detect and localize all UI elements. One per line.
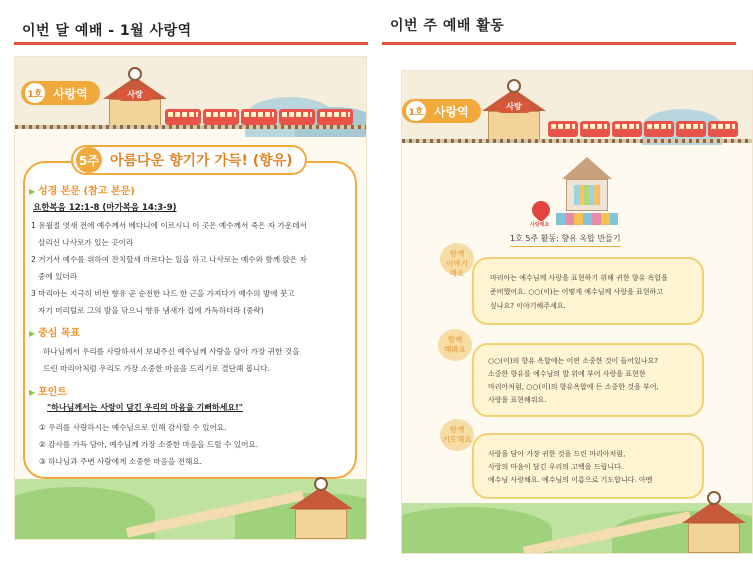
church-illustration [289, 487, 353, 540]
scripture-reference: 요한복음 12:1-8 (마가복음 14:3-9) [33, 203, 177, 213]
theme-label: 사랑역 [434, 104, 469, 119]
theme-number: 1호 [25, 83, 45, 103]
activity-line: 마리아처럼, ○○(이)의 향유옥합에 든 소중한 것을 부어, [488, 383, 659, 391]
point-item: ① 우리를 사랑하시는 예수님으로 인해 감사할 수 있어요. [39, 423, 227, 432]
activity-title: 1호 5주 활동: 향유 옥합 만들기 [510, 233, 621, 247]
scripture-line: 자기 머리털로 그의 발을 닦으니 향유 냄새가 집에 가득하더라 (중략) [38, 306, 264, 315]
activity-line: 마리아는 예수님께 사랑을 표현하기 위해 귀한 향유 옥합을 [490, 274, 668, 282]
clock-icon [128, 67, 142, 81]
right-section-title: 이번 주 예배 활동 [390, 18, 505, 34]
points-heading: ▶ 포인트 [29, 383, 67, 398]
points-motto: "하나님께서는 사랑이 담긴 우리의 마음을 기뻐하세요!" [47, 403, 243, 412]
left-section-rule [14, 42, 368, 45]
church-illustration [103, 77, 167, 131]
left-section-title: 이번 달 예배 - 1월 사랑역 [22, 23, 192, 39]
scripture-line: 살리신 나사로가 있는 곳이라 [38, 238, 134, 247]
point-item: ③ 하나님과 주변 사람에게 소중한 마음을 전해요. [39, 457, 203, 466]
theme-badge [402, 99, 481, 123]
point-item: ② 감사를 가득 담아, 예수님께 가장 소중한 마음을 드릴 수 있어요. [39, 440, 259, 449]
rail-track [15, 125, 366, 129]
goal-line: 드린 마리아처럼 우리도 가장 소중한 마음을 드리기로 결단해 봅니다. [43, 364, 271, 373]
right-section-rule [382, 42, 736, 45]
goal-line: 하나님께서 우리를 사랑하셔서 보내주신 예수님께 사랑을 담아 가장 귀한 것을 [43, 347, 300, 356]
scripture-heading: ▶ 성경 본문 (참고 본문) [29, 182, 135, 197]
left-card [14, 56, 367, 540]
activity-line: 준비했어요. ○○(이)는 어떻게 예수님께 사랑을 표현하고 [490, 288, 664, 296]
heart-label: 사랑해요 [530, 222, 550, 228]
goal-heading: ▶ 중심 목표 [29, 324, 80, 339]
train-illustration [548, 121, 738, 137]
theme-badge [21, 81, 100, 105]
activity-bubble [472, 343, 704, 417]
scripture-line: 3 마리아는 지극히 비싼 향유 곧 순전한 나드 한 근을 가져다가 예수의 발에 붓고 [31, 289, 295, 298]
activity-line: 소중한 향유를 예수님의 발 위에 부어 사랑을 표현한 [488, 370, 646, 378]
scripture-line: 1 유월절 엿새 전에 예수께서 베다니에 이르시니 이 곳은 예수께서 죽은 자 가운데서 [31, 221, 307, 230]
church-sign: 사랑 [496, 101, 532, 113]
lesson-title-banner [71, 145, 307, 175]
lesson-week: 5주 [76, 147, 102, 173]
activity-tag: 함께 기도해요 [440, 419, 474, 451]
clock-icon [707, 491, 721, 505]
activity-tag: 함께 해봐요 [438, 329, 472, 361]
scripture-line: 2 거기서 예수를 위하여 잔치할새 마르다는 일을 하고 나사로는 예수와 함께 앉은 자 [31, 255, 307, 264]
lesson-title: 아름다운 향기가 가득! (향유) [110, 153, 293, 169]
rail-track [402, 139, 752, 143]
perfume-box-craft-illustration [552, 157, 632, 227]
activity-line: 싶나요? 이야기해주세요. [490, 302, 566, 310]
activity-line: 사랑을 담아 가장 귀한 것을 드린 마리아처럼, [488, 450, 626, 458]
activity-tag: 함께 이야기 해요 [440, 243, 474, 275]
church-illustration [682, 501, 746, 554]
train-illustration [165, 109, 353, 125]
activity-line: 사랑을 표현해줘요. [488, 396, 547, 404]
church-sign: 사랑 [117, 89, 153, 101]
scripture-line: 중에 있더라 [38, 272, 78, 281]
clock-icon [507, 79, 521, 93]
activity-line: ○○(이)의 향유 옥합에는 어떤 소중한 것이 들어있나요? [488, 357, 658, 365]
church-illustration [482, 89, 546, 143]
activity-line: 사랑의 마음이 담긴 우리의 고백을 드립니다. [488, 463, 624, 471]
theme-label: 사랑역 [53, 86, 88, 101]
theme-number: 1호 [406, 101, 426, 121]
activity-line: 예수님 사랑해요. 예수님의 이름으로 기도합니다. 아멘 [488, 476, 653, 484]
clock-icon [314, 477, 328, 491]
right-card [401, 70, 753, 554]
heart-icon [528, 197, 553, 222]
